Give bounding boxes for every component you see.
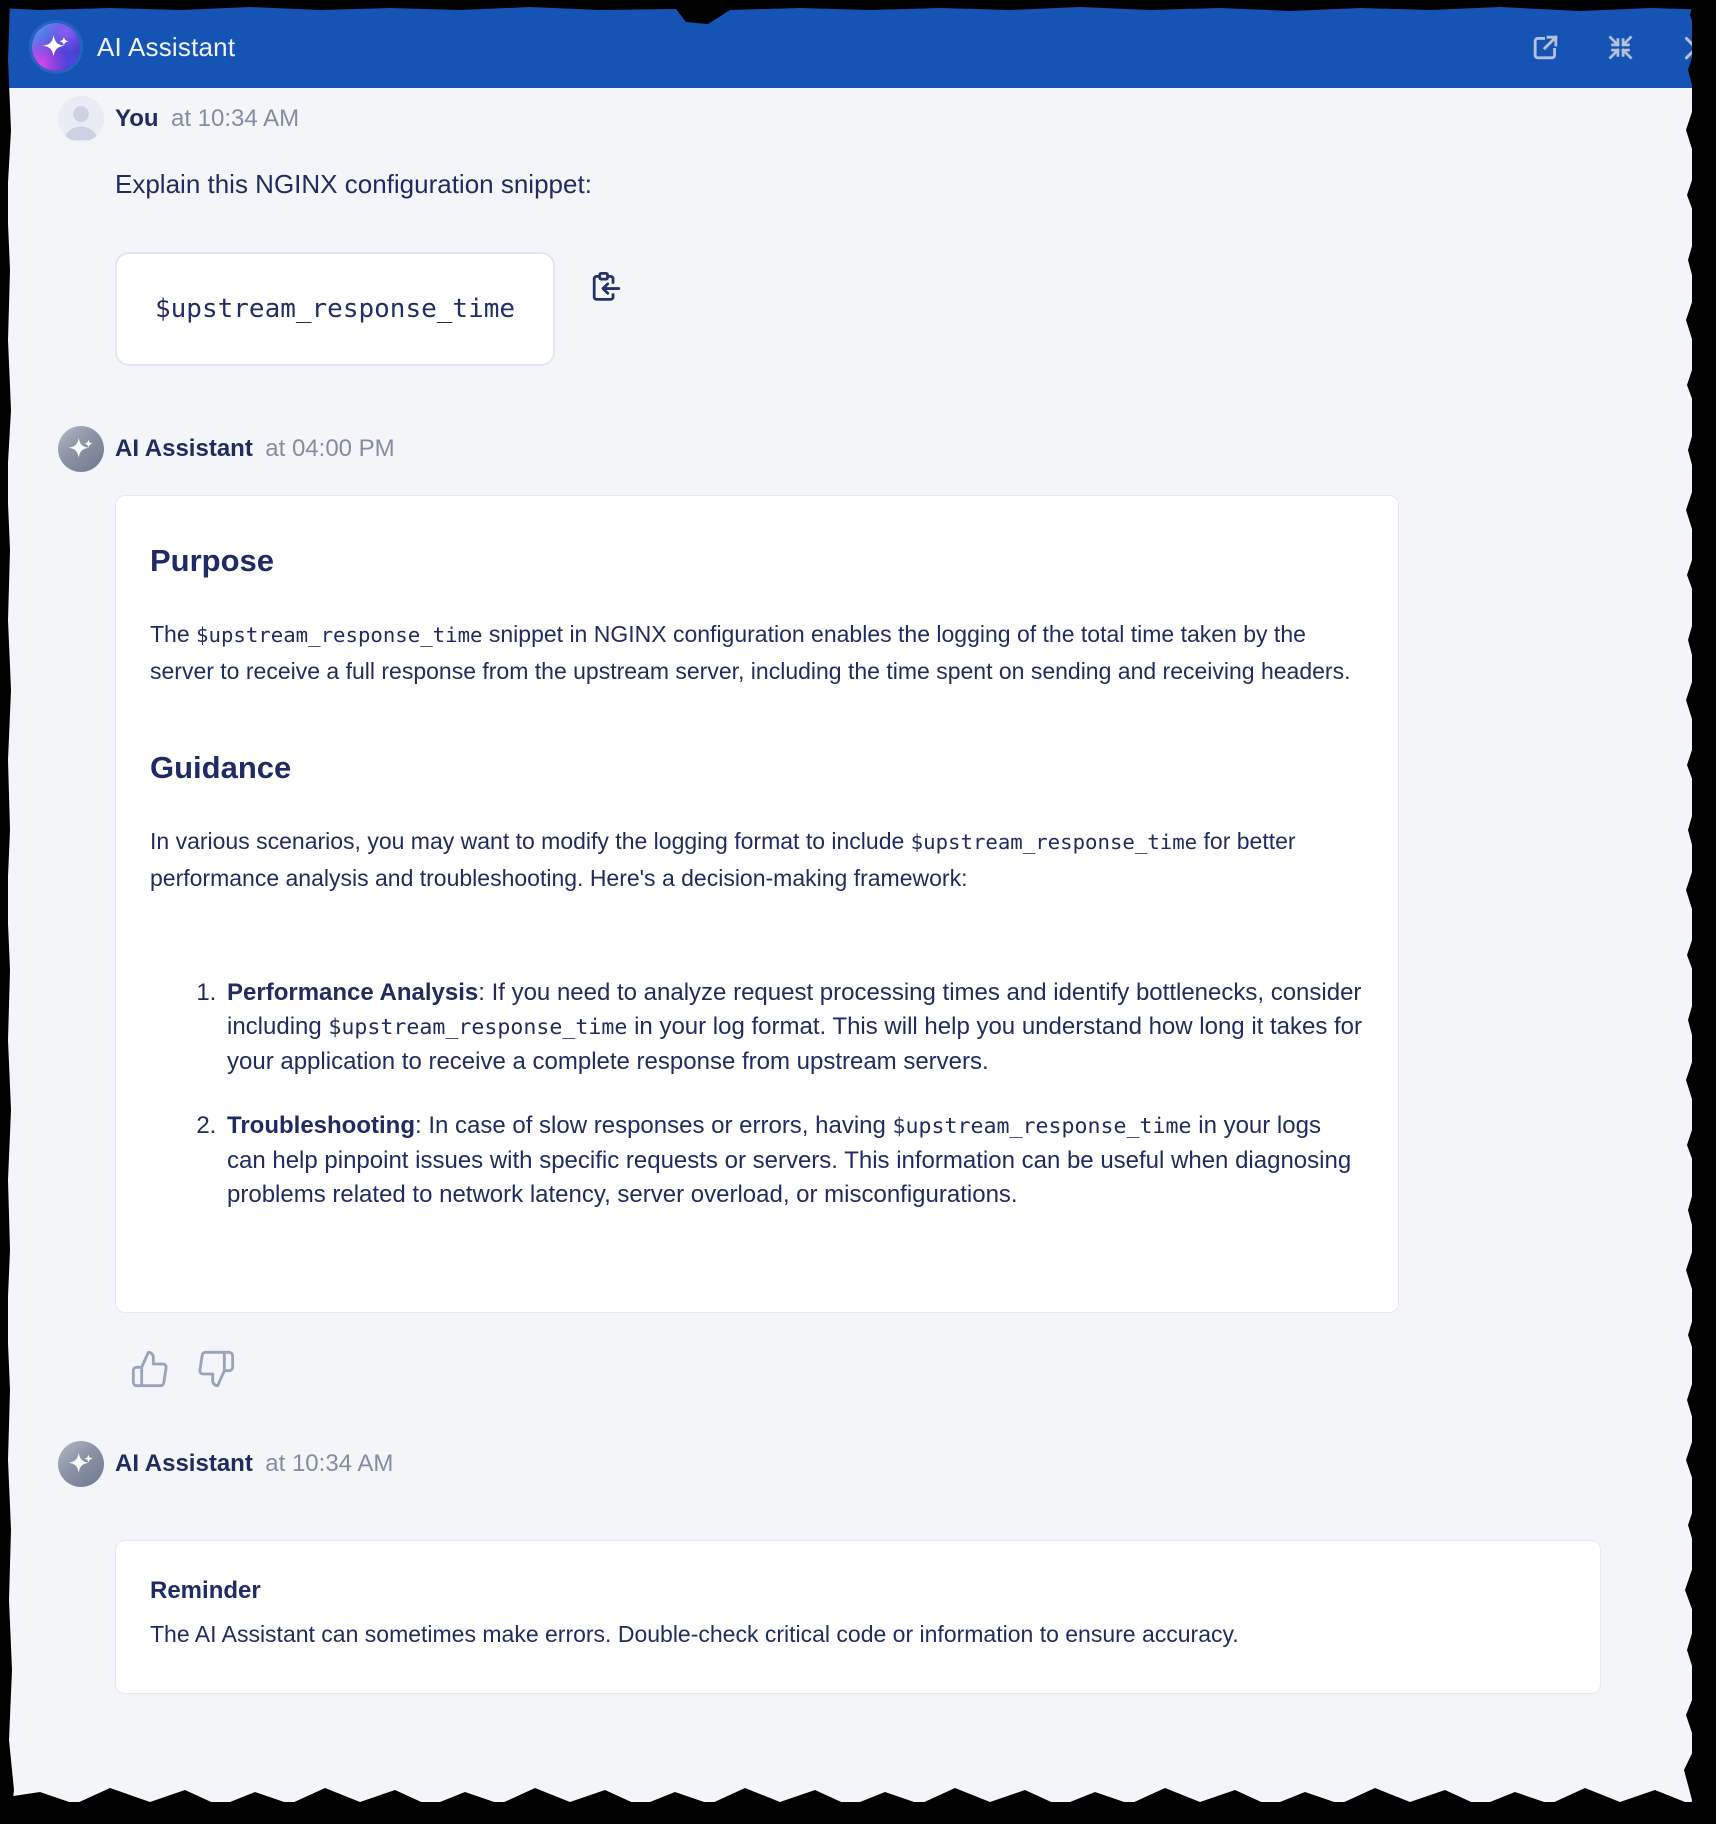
guidance-paragraph: In various scenarios, you may want to modify the logging format to include $upstream_response_time for better performance analysis and troubleshooting. Here's a decision-making framework: xyxy=(150,828,1296,891)
list-item-label: Troubleshooting xyxy=(227,1112,415,1139)
message-author: AI Assistant xyxy=(115,435,253,462)
feedback-row xyxy=(130,1349,1692,1389)
paste-to-editor-button[interactable] xyxy=(587,270,623,306)
inline-code: $upstream_response_time xyxy=(892,1114,1192,1139)
assistant-avatar xyxy=(58,426,104,472)
reminder-heading: Reminder xyxy=(150,1577,261,1604)
collapse-button[interactable] xyxy=(1605,32,1636,63)
inline-code: $upstream_response_time xyxy=(196,623,483,647)
message-header xyxy=(115,96,1692,145)
message-timestamp: at 10:34 AM xyxy=(265,1450,394,1477)
message-assistant-reminder xyxy=(58,1441,1692,1694)
sparkle-icon xyxy=(39,30,73,64)
clipboard-paste-icon xyxy=(587,270,623,306)
chat-area xyxy=(8,96,1692,1694)
sparkle-icon xyxy=(65,1448,97,1480)
window-controls xyxy=(1530,6,1692,88)
list-item: 1. Performance Analysis: If you need to analyze request processing times and identify bottlenecks, consider including $upstream_response_time in your log format. This will help you understand how long it takes for your application to receive a complete response from upstream servers. xyxy=(223,976,1364,1079)
reminder-text: The AI Assistant can sometimes make errors. Double-check critical code or information to ensure accuracy. xyxy=(150,1621,1239,1647)
like-button[interactable] xyxy=(130,1349,170,1389)
message-text: Explain this NGINX configuration snippet: xyxy=(115,169,592,199)
ai-assistant-logo xyxy=(32,23,80,71)
open-in-new-window-button[interactable] xyxy=(1530,32,1561,63)
thumbs-down-icon xyxy=(196,1349,236,1389)
sparkle-icon xyxy=(65,433,97,465)
framework-list xyxy=(150,976,1364,1212)
list-item-label: Performance Analysis xyxy=(227,979,479,1006)
user-avatar xyxy=(58,96,104,142)
code-snippet-row xyxy=(115,252,1692,366)
person-icon xyxy=(58,96,104,142)
message-author: AI Assistant xyxy=(115,1450,253,1477)
assistant-response-card xyxy=(115,495,1399,1313)
thumbs-up-icon xyxy=(130,1349,170,1389)
message-timestamp: at 10:34 AM xyxy=(171,105,300,132)
reminder-card xyxy=(115,1540,1601,1694)
message-timestamp: at 04:00 PM xyxy=(265,435,395,462)
dislike-button[interactable] xyxy=(196,1349,236,1389)
code-snippet: $upstream_response_time xyxy=(155,294,516,324)
ai-assistant-panel xyxy=(8,6,1692,1802)
open-in-new-icon xyxy=(1530,32,1561,63)
message-user xyxy=(58,96,1692,366)
close-button[interactable] xyxy=(1680,32,1692,63)
close-icon xyxy=(1680,32,1692,63)
purpose-paragraph: The $upstream_response_time snippet in NGINX configuration enables the logging of the total time taken by the server to receive a full response from the upstream server, including the time spent on sending and receiving headers. xyxy=(150,621,1351,684)
message-assistant-response xyxy=(58,426,1692,1389)
list-item: 2. Troubleshooting: In case of slow responses or errors, having $upstream_response_time in your logs can help pinpoint issues with specific requests or servers. This information can be useful when diagnosing problems related to network latency, server overload, or misconfigurations. xyxy=(223,1109,1364,1212)
message-header xyxy=(115,1441,1692,1490)
inline-code: $upstream_response_time xyxy=(328,1015,628,1040)
section-heading-guidance: Guidance xyxy=(150,750,292,785)
panel-title: AI Assistant xyxy=(97,31,236,62)
message-author: You xyxy=(115,105,159,132)
collapse-icon xyxy=(1605,32,1636,63)
message-header xyxy=(115,426,1692,475)
inline-code: $upstream_response_time xyxy=(910,830,1198,854)
assistant-avatar xyxy=(58,1441,104,1487)
code-snippet-card xyxy=(115,252,555,366)
section-heading-purpose: Purpose xyxy=(150,543,275,578)
panel-header xyxy=(8,6,1692,88)
